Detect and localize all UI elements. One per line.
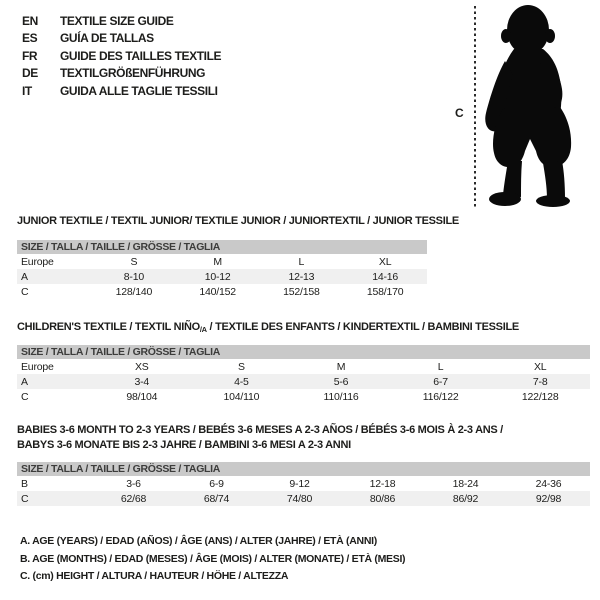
height-cell: 80/86 bbox=[369, 492, 396, 505]
age-cell: 6-9 bbox=[209, 477, 224, 490]
language-label: GUIDE DES TAILLES TEXTILE bbox=[60, 48, 222, 63]
height-measure-label: C bbox=[455, 106, 464, 120]
row-label: A bbox=[21, 375, 28, 388]
babies-title-line2: BABYS 3-6 MONATE BIS 2-3 JAHRE / BAMBINI 3-6 MESI A 2-3 ANNI bbox=[17, 439, 351, 451]
babies-size-table bbox=[17, 462, 590, 506]
table-row bbox=[17, 389, 590, 404]
row-label: Europe bbox=[21, 360, 54, 373]
age-cell: 7-8 bbox=[532, 375, 548, 388]
size-cell: L bbox=[437, 360, 444, 373]
footnote-a: A. AGE (YEARS) / EDAD (AÑOS) / ÂGE (ANS) / ALTER (JAHRE) / ETÀ (ANNI) bbox=[20, 535, 377, 547]
height-cell: 62/68 bbox=[120, 492, 147, 505]
age-cell: 3-4 bbox=[134, 375, 150, 388]
age-cell: 18-24 bbox=[452, 477, 479, 490]
babies-title-line1: BABIES 3-6 MONTH TO 2-3 YEARS / BEBÉS 3-6 MESES A 2-3 AÑOS / BÉBÉS 3-6 MOIS À 2-3 ANS / bbox=[17, 424, 503, 436]
age-cell: 9-12 bbox=[289, 477, 310, 490]
language-row-en bbox=[22, 12, 221, 30]
age-cell: 5-6 bbox=[333, 375, 349, 388]
height-cell: 98/104 bbox=[126, 390, 158, 403]
row-label: Europe bbox=[21, 255, 54, 268]
junior-section-title: JUNIOR TEXTILE / TEXTIL JUNIOR/ TEXTILE JUNIOR / JUNIORTEXTIL / JUNIOR TESSILE bbox=[17, 215, 459, 227]
age-cell: 10-12 bbox=[204, 270, 231, 283]
language-code: EN bbox=[22, 13, 38, 28]
height-cell: 152/158 bbox=[283, 285, 320, 298]
language-row-it bbox=[22, 82, 221, 100]
babies-section-title bbox=[17, 423, 503, 453]
table-row bbox=[17, 476, 590, 491]
age-cell: 3-6 bbox=[126, 477, 141, 490]
language-label: TEXTILE SIZE GUIDE bbox=[60, 13, 174, 28]
size-header-bar: SIZE / TALLA / TAILLE / GRÖSSE / TAGLIA bbox=[17, 462, 590, 476]
table-row bbox=[17, 254, 427, 269]
size-cell: S bbox=[130, 255, 138, 268]
height-measure-dotted-line bbox=[474, 6, 476, 207]
table-row bbox=[17, 359, 590, 374]
language-code: ES bbox=[22, 31, 38, 46]
children-size-table bbox=[17, 345, 590, 404]
age-cell: 24-36 bbox=[535, 477, 562, 490]
table-row bbox=[17, 284, 427, 299]
language-row-de bbox=[22, 65, 221, 83]
age-cell: 12-13 bbox=[288, 270, 315, 283]
size-cell: M bbox=[336, 360, 346, 373]
row-label: C bbox=[21, 285, 29, 298]
row-label: A bbox=[21, 270, 28, 283]
row-label: B bbox=[21, 477, 28, 490]
children-title-sub: /A bbox=[199, 325, 207, 334]
footnotes bbox=[20, 533, 405, 586]
height-cell: 68/74 bbox=[203, 492, 230, 505]
height-cell: 86/92 bbox=[452, 492, 479, 505]
size-cell: XS bbox=[134, 360, 149, 373]
row-label: C bbox=[21, 390, 29, 403]
age-cell: 8-10 bbox=[123, 270, 144, 283]
height-cell: 158/170 bbox=[366, 285, 404, 298]
language-row-es bbox=[22, 30, 221, 48]
table-row bbox=[17, 374, 590, 389]
height-cell: 140/152 bbox=[199, 285, 236, 298]
size-header-bar: SIZE / TALLA / TAILLE / GRÖSSE / TAGLIA bbox=[17, 345, 590, 359]
height-cell: 92/98 bbox=[535, 492, 562, 505]
size-header-bar: SIZE / TALLA / TAILLE / GRÖSSE / TAGLIA bbox=[17, 240, 427, 254]
row-label: C bbox=[21, 492, 29, 505]
language-label: GUÍA DE TALLAS bbox=[60, 31, 154, 46]
height-cell: 128/140 bbox=[115, 285, 153, 298]
language-row-fr bbox=[22, 47, 221, 65]
height-cell: 104/110 bbox=[223, 390, 260, 403]
height-cell: 110/116 bbox=[323, 390, 359, 403]
age-cell: 4-5 bbox=[234, 375, 249, 388]
size-cell: M bbox=[213, 255, 222, 268]
language-label: GUIDA ALLE TAGLIE TESSILI bbox=[60, 83, 218, 98]
size-cell: XL bbox=[378, 255, 392, 268]
age-cell: 12-18 bbox=[369, 477, 396, 490]
size-cell: S bbox=[237, 360, 245, 373]
table-row bbox=[17, 491, 590, 506]
size-cell: XL bbox=[533, 360, 547, 373]
children-section-title bbox=[17, 320, 519, 337]
age-cell: 6-7 bbox=[433, 375, 448, 388]
height-cell: 122/128 bbox=[521, 390, 559, 403]
language-code: IT bbox=[22, 83, 32, 98]
language-label: TEXTILGRÖßENFÜHRUNG bbox=[60, 66, 206, 81]
height-cell: 74/80 bbox=[286, 492, 313, 505]
children-title-pre: CHILDREN'S TEXTILE / TEXTIL NIÑO bbox=[17, 321, 200, 333]
language-code: FR bbox=[22, 48, 38, 63]
size-cell: L bbox=[298, 255, 305, 268]
baby-silhouette-icon bbox=[481, 3, 596, 207]
age-cell: 14-16 bbox=[372, 270, 399, 283]
footnote-b: B. AGE (MONTHS) / EDAD (MESES) / ÂGE (MOIS) / ALTER (MONATE) / ETÀ (MESI) bbox=[20, 552, 406, 565]
children-title-post: / TEXTILE DES ENFANTS / KINDERTEXTIL / BAMBINI TESSILE bbox=[206, 321, 519, 333]
junior-size-table bbox=[17, 240, 427, 299]
height-cell: 116/122 bbox=[422, 390, 459, 403]
language-list bbox=[22, 12, 221, 100]
footnote-c: C. (cm) HEIGHT / ALTURA / HAUTEUR / HÖHE / ALTEZZA bbox=[20, 570, 289, 582]
language-code: DE bbox=[22, 66, 38, 81]
table-row bbox=[17, 269, 427, 284]
